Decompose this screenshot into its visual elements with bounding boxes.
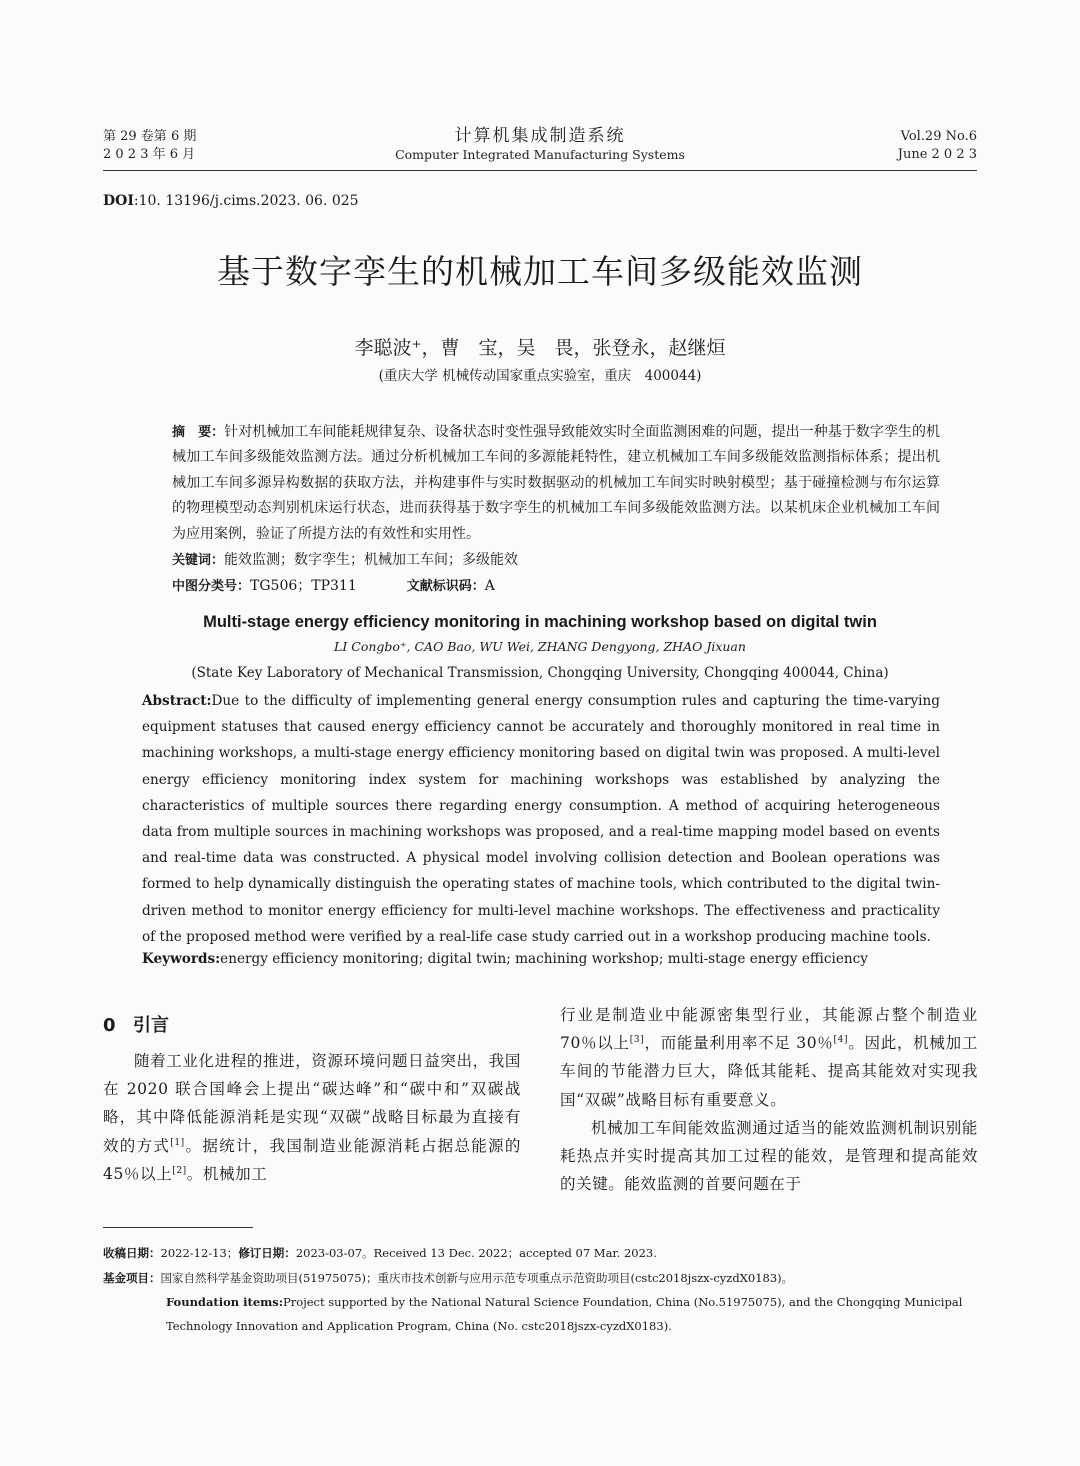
funding-cn: 国家自然科学基金资助项目(51975075)；重庆市技术创新与应用示范专项重点示范资助项目(cstc2018jszx-cyzdX0183)。 bbox=[160, 1271, 794, 1285]
funding-en-label: Foundation items: bbox=[166, 1295, 284, 1309]
keywords-en-text: energy efficiency monitoring; digital twin; machining workshop; multi-stage energy efficiency bbox=[220, 951, 868, 967]
footnote-dates bbox=[103, 1241, 657, 1265]
authors-cn: 李聪波⁺，曹 宝，吴 畏，张登永，赵继烜 bbox=[354, 337, 726, 359]
doc-code-label: 文献标识码： bbox=[406, 579, 485, 594]
journal-name-cn: 计算机集成制造系统 bbox=[454, 126, 626, 146]
clc-label: 中图分类号： bbox=[172, 579, 251, 594]
body-left-text-c: 。机械加工 bbox=[186, 1164, 268, 1183]
revised-value: 2023-03-07。Received 13 Dec. 2022；accepted 07 Mar. 2023. bbox=[295, 1246, 657, 1260]
classification-line bbox=[172, 574, 495, 599]
footnote-funding bbox=[103, 1266, 977, 1338]
received-value: 2022-12-13； bbox=[160, 1246, 239, 1260]
keywords-cn bbox=[172, 548, 518, 573]
affiliation-en: (State Key Laboratory of Mechanical Transmission, Chongqing University, Chongqing 400044, China) bbox=[191, 665, 889, 681]
section-number: 0 bbox=[103, 1015, 116, 1036]
journal-name-en: Computer Integrated Manufacturing Systems bbox=[395, 147, 685, 162]
header-volume-en bbox=[898, 128, 977, 164]
footnote-rule bbox=[103, 1227, 253, 1228]
body-right-text-a: 行业是制造业中能源密集型行业，其能源占整个制造业 70％以上 bbox=[560, 1006, 978, 1053]
header-volume: 第 29 卷第 6 期 bbox=[103, 129, 197, 144]
header-volume-issue bbox=[103, 128, 196, 164]
abstract-en-text: Due to the difficulty of implementing general energy consumption rules and capturing the time-varying equipment statuses that caused energy efficiency cannot be accurately and thoroughly monitored in real time in machining workshops, a multi-stage energy efficiency monitoring based on digital twin was proposed. A multi-level energy efficiency monitoring index system for machining workshops was established by analyzing the characteristics of multiple sources there regarding energy consumption. A method of acquiring heterogeneous data from multiple sources in machining workshops was proposed, and a real-time mapping model based on events and real-time data was constructed. A physical model involving collision detection and Boolean operations was formed to help dynamically distinguish the operating states of machine tools, which contributed to the digital twin-driven method to monitor energy efficiency for multi-level machine workshops. The effectiveness and practicality of the proposed method were verified by a real-life case study carried out in a workshop producing machine tools. bbox=[142, 693, 940, 945]
citation-ref-4: [4] bbox=[833, 1035, 849, 1046]
citation-ref-2: [2] bbox=[172, 1165, 187, 1176]
keywords-cn-label: 关键词： bbox=[172, 553, 225, 568]
doi-value: :10. 13196/j.cims.2023. 06. 025 bbox=[133, 193, 359, 209]
abstract-en bbox=[142, 688, 940, 950]
keywords-en-label: Keywords: bbox=[142, 951, 221, 967]
journal-name bbox=[340, 126, 740, 164]
doi-line bbox=[103, 193, 359, 209]
section-heading bbox=[103, 1013, 169, 1039]
abstract-cn bbox=[172, 420, 940, 547]
funding-en: Project supported by the National Natural Science Foundation, China (No.51975075), and the Chongqing Municipal Technology Innovation and Application Program, China (No. cstc2018jszx-cyzdX0183). bbox=[166, 1295, 963, 1333]
body-right-paragraph-2: 机械加工车间能效监测通过适当的能效监测机制识别能耗热点并实时提高其加工过程的能效，是管理和提高能效的关键。能效监测的首要问题在于 bbox=[560, 1118, 978, 1194]
header-rule bbox=[103, 170, 977, 171]
funding-label: 基金项目： bbox=[103, 1271, 161, 1285]
header-vol-no: Vol.29 No.6 bbox=[900, 129, 977, 144]
clc-value: TG506；TP311 bbox=[250, 578, 357, 594]
citation-ref-3: [3] bbox=[629, 1035, 645, 1046]
affiliation-cn: (重庆大学 机械传动国家重点实验室，重庆 400044) bbox=[378, 368, 702, 384]
received-label: 收稿日期： bbox=[103, 1246, 161, 1260]
body-right-text-b: ，而能量利用率不足 30％ bbox=[644, 1034, 834, 1053]
funding-en-block bbox=[103, 1290, 977, 1338]
keywords-cn-text: 能效监测；数字孪生；机械加工车间；多级能效 bbox=[224, 552, 519, 568]
body-right-paragraph-1 bbox=[560, 1001, 978, 1114]
revised-label: 修订日期： bbox=[238, 1246, 296, 1260]
doc-code-value: A bbox=[484, 578, 495, 594]
body-right-text-c: 。因此，机械加工车间的节能潜力巨大，降低其能耗、提高其能效对实现我国“双碳”战略目标有重要意义。 bbox=[560, 1034, 978, 1109]
abstract-en-label: Abstract: bbox=[142, 693, 212, 709]
body-left-text-b: 。据统计，我国制造业能源消耗占据总能源的 45％以上 bbox=[103, 1136, 521, 1183]
abstract-cn-label: 摘 要： bbox=[172, 425, 225, 440]
body-column-left bbox=[103, 1047, 521, 1188]
doi-label: DOI bbox=[103, 193, 134, 209]
section-title: 引言 bbox=[133, 1015, 169, 1036]
citation-ref-1: [1] bbox=[170, 1137, 185, 1148]
abstract-cn-text: 针对机械加工车间能耗规律复杂、设备状态时变性强导致能效实时全面监测困难的问题，提出一种基于数字孪生的机械加工车间多级能效监测方法。通过分析机械加工车间的多源能耗特性，建立机械加工车间多级能效监测指标体系；提出机械加工车间多源异构数据的获取方法，并构建事件与实时数据驱动的机械加工车间实时映射模型；基于碰撞检测与布尔运算的物理模型动态判别机床运行状态，进而获得基于数字孪生的机械加工车间多级能效监测方法。以某机床企业机械加工车间为应用案例，验证了所提方法的有效性和实用性。 bbox=[172, 424, 940, 542]
authors-en: LI Congbo⁺, CAO Bao, WU Wei, ZHANG Dengyong, ZHAO Jixuan bbox=[334, 639, 746, 654]
header-date-cn: 2 0 2 3 年 6 月 bbox=[103, 147, 196, 162]
body-column-right bbox=[560, 1001, 978, 1198]
header-date-en: June 2 0 2 3 bbox=[897, 147, 977, 162]
body-left-text-a: 随着工业化进程的推进，资源环境问题日益突出，我国在 2020 联合国峰会上提出“碳达峰”和“碳中和”双碳战略，其中降低能源消耗是实现“双碳”战略目标最为直接有效的方式 bbox=[103, 1052, 521, 1155]
paper-title-en: Multi-stage energy efficiency monitoring in machining workshop based on digital twin bbox=[203, 613, 877, 631]
keywords-en bbox=[142, 948, 868, 970]
paper-title-cn: 基于数字孪生的机械加工车间多级能效监测 bbox=[217, 252, 863, 291]
